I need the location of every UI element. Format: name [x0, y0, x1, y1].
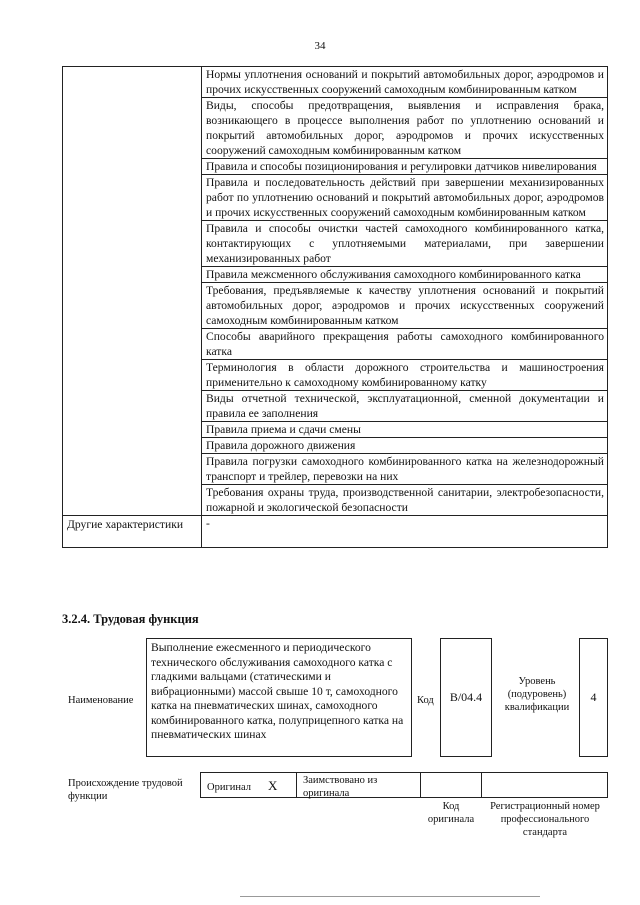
code-label: Код — [417, 695, 434, 706]
table-row — [63, 391, 608, 422]
table-row — [63, 360, 608, 391]
knowledge-item: Правила и способы позиционирования и регулировки датчиков нивелирования — [202, 159, 608, 175]
knowledge-item: Правила погрузки самоходного комбинированного катка на железнодорожный транспорт и трейлер, перевозки на них — [202, 454, 608, 485]
table-row — [63, 221, 608, 267]
bottom-rule — [240, 896, 540, 897]
table-row — [63, 98, 608, 159]
table-row — [63, 159, 608, 175]
original-label: Оригинал — [207, 782, 251, 793]
table-row — [63, 438, 608, 454]
knowledge-item: Нормы уплотнения оснований и покрытий автомобильных дорог, аэродромов и прочих искусственных сооружений самоходным комбинированным катком — [202, 67, 608, 98]
registration-number-cell — [482, 772, 608, 798]
original-code-cell — [421, 772, 482, 798]
knowledge-item: Терминология в области дорожного строительства и машиностроения применительно к самоходному комбинированному катку — [202, 360, 608, 391]
table-row — [63, 454, 608, 485]
registration-number-caption: Регистрационный номер профессионального стандарта — [490, 801, 600, 838]
origin-label: Происхождение трудовой функции — [68, 778, 183, 802]
table-row — [63, 175, 608, 221]
table-row — [63, 283, 608, 329]
table-row — [63, 329, 608, 360]
table-row — [63, 267, 608, 283]
knowledge-item: Способы аварийного прекращения работы самоходного комбинированного катка — [202, 329, 608, 360]
knowledge-item: Правила и способы очистки частей самоходного комбинированного катка, контактирующих с уплотняемыми материалами, при завершении механизированных работ — [202, 221, 608, 267]
knowledge-item: Правила дорожного движения — [202, 438, 608, 454]
knowledge-table — [62, 66, 608, 548]
knowledge-item: Правила межсменного обслуживания самоходного комбинированного катка — [202, 267, 608, 283]
knowledge-item: Требования охраны труда, производственной санитарии, электробезопасности, пожарной и экологической безопасности — [202, 485, 608, 516]
section-title: 3.2.4. Трудовая функция — [62, 612, 199, 626]
other-characteristics-label: Другие характеристики — [63, 516, 202, 548]
original-code-caption: Код оригинала — [427, 801, 475, 825]
knowledge-item: Виды, способы предотвращения, выявления и исправления брака, возникающего в процессе выполнения работ по уплотнению оснований и покрытий автомобильных дорог, аэродромов и прочих искусственных сооружений самоходным комбинированным катком — [202, 98, 608, 159]
name-label: Наименование — [68, 695, 134, 706]
table-row — [63, 67, 608, 98]
table-row — [63, 516, 608, 548]
qualification-level-box: 4 — [579, 638, 608, 757]
other-characteristics-value: - — [202, 516, 608, 548]
page-number: 34 — [314, 40, 326, 52]
function-code-box: B/04.4 — [440, 638, 492, 757]
table-row — [63, 422, 608, 438]
function-name-box: Выполнение ежесменного и периодического технического обслуживания самоходного катка с гладкими вальцами (статическими и вибрационными) массой свыше 10 т, самоходного катка на пневматических шинах, самоходного комбинированного катка, полуприцепного катка на пневматических шинах — [146, 638, 412, 757]
original-mark: X — [268, 778, 278, 793]
knowledge-item: Виды отчетной технической, эксплуатационной, сменной документации и правила ее заполнения — [202, 391, 608, 422]
table-row — [63, 485, 608, 516]
knowledge-item: Правила и последовательность действий при завершении механизированных работ по уплотнению оснований и покрытий автомобильных дорог, аэродромов и прочих искусственных сооружений самоходным комбинированным катком — [202, 175, 608, 221]
borrowed-label: Заимствовано из оригинала — [303, 775, 378, 799]
knowledge-item: Требования, предъявляемые к качеству уплотнения оснований и покрытий автомобильных дорог, аэродромов и прочих искусственных сооружений самоходным комбинированным катком — [202, 283, 608, 329]
qualification-level-label: Уровень (подуровень) квалификации — [504, 676, 570, 713]
knowledge-item: Правила приема и сдачи смены — [202, 422, 608, 438]
